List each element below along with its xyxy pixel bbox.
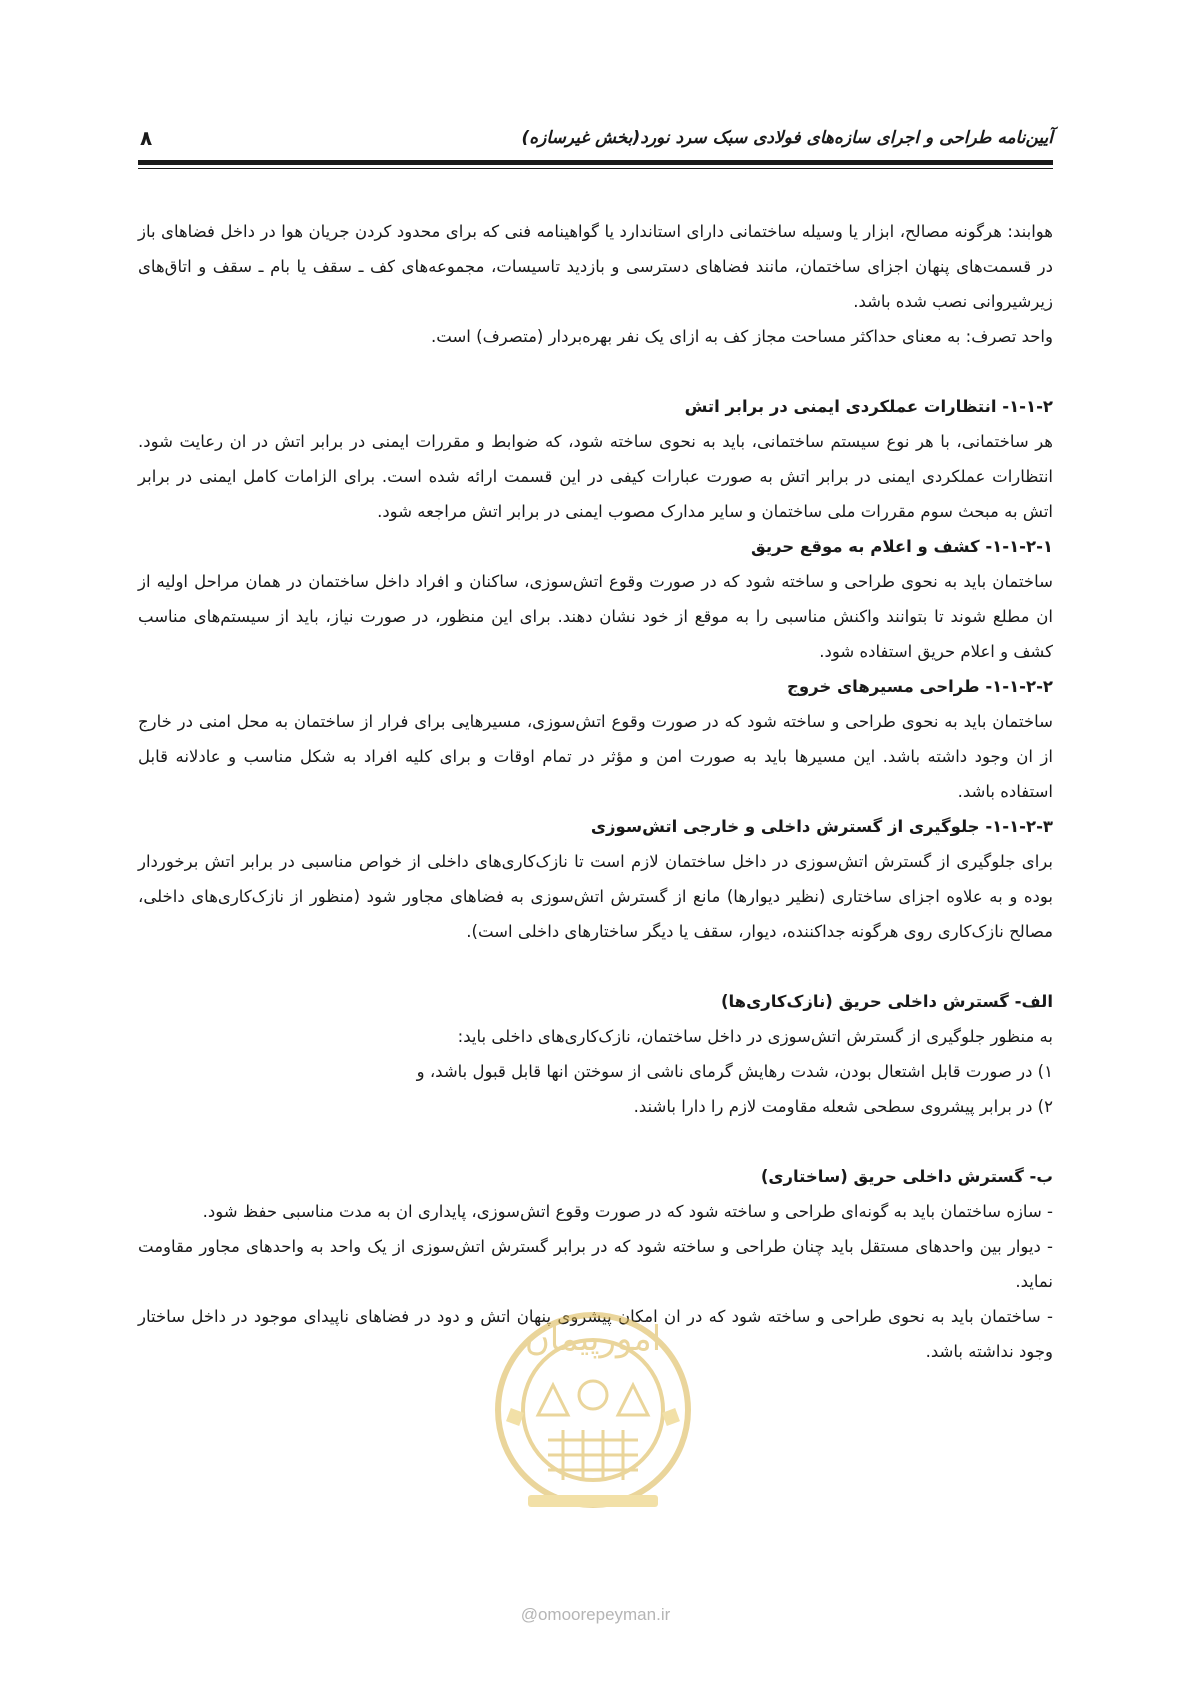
body-paragraph: ۱) در صورت قابل اشتعال بودن، شدت رهایش گرمای ناشی از سوختن انها قابل قبول باشد، و <box>416 1062 1053 1081</box>
header-rule-thick <box>138 160 1053 165</box>
body-paragraph: ساختمان باید به نحوی طراحی و ساخته شود که در صورت وقوع اتش‌سوزی، مسیرهایی برای فرار از ساختمان به محل امنی در خارج از ان وجود داشته باشد. این مسیرها باید به صورت امن و مؤثر در تمام اوقات و برای کلیه افراد به شکل مناسب و عادلانه قابل استفاده باشد. <box>138 712 1053 801</box>
paragraph-gap <box>138 1124 1053 1159</box>
section-heading: ۱-۱-۲-۳- جلوگیری از گسترش داخلی و خارجی اتش‌سوزی <box>590 817 1053 836</box>
body-paragraph: هر ساختمانی، با هر نوع سیستم ساختمانی، باید به نحوی ساخته شود، که ضوابط و مقررات ایمنی در برابر اتش در ان رعایت شود. انتظارات عملکردی ایمنی در برابر اتش به صورت عبارات کیفی در این قسمت ارائه شده است. برای الزامات کامل ایمنی در برابر اتش به مبحث سوم مقررات ملی ساختمان و سایر مدارک مصوب ایمنی در برابر اتش مراجعه شود. <box>138 432 1053 521</box>
page-number: ۸ <box>140 126 153 150</box>
document-body <box>138 214 1053 1369</box>
body-paragraph: - ساختمان باید به نحوی طراحی و ساخته شود که در ان امکان پیشروی پنهان اتش و دود در فضاهای ناپیدای موجود در داخل ساختار وجود نداشته باشد. <box>138 1307 1053 1361</box>
body-paragraph: ۲) در برابر پیشروی سطحی شعله مقاومت لازم را دارا باشند. <box>633 1097 1053 1116</box>
section-heading: ۱-۱-۲- انتظارات عملکردی ایمنی در برابر اتش <box>684 397 1053 416</box>
section-heading: ۱-۱-۲-۲- طراحی مسیرهای خروج <box>786 677 1053 696</box>
section-heading: ب- گسترش داخلی حریق (ساختاری) <box>760 1167 1053 1186</box>
body-paragraph: - سازه ساختمان باید به گونه‌ای طراحی و ساخته شود که در صورت وقوع اتش‌سوزی، پایداری ان به مدت مناسبی حفظ شود. <box>202 1202 1053 1221</box>
body-paragraph: - دیوار بین واحدهای مستقل باید چنان طراحی و ساخته شود که در برابر گسترش اتش‌سوزی از یک واحد به واحدهای مجاور مقاومت نماید. <box>138 1237 1053 1291</box>
body-paragraph: ساختمان باید به نحوی طراحی و ساخته شود که در صورت وقوع اتش‌سوزی، ساکنان و افراد داخل ساختمان در همان مراحل اولیه از ان مطلع شوند تا بتوانند واکنش مناسبی را به موقع از خود نشان دهند. برای این منظور، در صورت نیاز، باید از سیستم‌های مناسب کشف و اعلام حریق استفاده شود. <box>138 572 1053 661</box>
body-paragraph: به منظور جلوگیری از گسترش اتش‌سوزی در داخل ساختمان، نازک‌کاری‌های داخلی باید: <box>457 1027 1053 1046</box>
body-paragraph: هوابند: هرگونه مصالح، ابزار یا وسیله ساختمانی دارای استاندارد یا گواهینامه فنی که برای محدود کردن جریان هوا در داخل فضاهای باز در قسمت‌های پنهان اجزای ساختمان، مانند فضاهای دسترسی و بازدید تاسیسات، مجموعه‌های کف ـ سقف یا بام ـ سقف و اتاق‌های زیرشیروانی نصب شده باشد. <box>138 222 1053 311</box>
header-title: آیین‌نامه طراحی و اجرای سازه‌های فولادی سبک سرد نورد(بخش غیرسازه) <box>521 128 1053 148</box>
section-heading: الف- گسترش داخلی حریق (نازک‌کاری‌ها) <box>720 992 1053 1011</box>
svg-text:امورپیمان: امورپیمان <box>524 1319 662 1359</box>
watermark-url: @omoorepeyman.ir <box>520 1605 671 1624</box>
body-paragraph: واحد تصرف: به معنای حداکثر مساحت مجاز کف به ازای یک نفر بهره‌بردار (متصرف) است. <box>431 327 1053 346</box>
header-rule-thin <box>138 168 1053 169</box>
paragraph-gap <box>138 354 1053 389</box>
body-paragraph: برای جلوگیری از گسترش اتش‌سوزی در داخل ساختمان لازم است تا نازک‌کاری‌های داخلی از خواص مناسبی در برابر اتش برخوردار بوده و به علاوه اجزای ساختاری (نظیر دیوارها) مانع از گسترش اتش‌سوزی به فضاهای مجاور شود (منظور از نازک‌کاری‌های داخلی، مصالح نازک‌کاری روی هرگونه جداکننده، دیوار، سقف یا دیگر ساختارهای داخلی است). <box>138 852 1053 941</box>
paragraph-gap <box>138 949 1053 984</box>
page-header <box>138 128 1053 158</box>
section-heading: ۱-۱-۲-۱- کشف و اعلام به موقع حریق <box>750 537 1053 556</box>
